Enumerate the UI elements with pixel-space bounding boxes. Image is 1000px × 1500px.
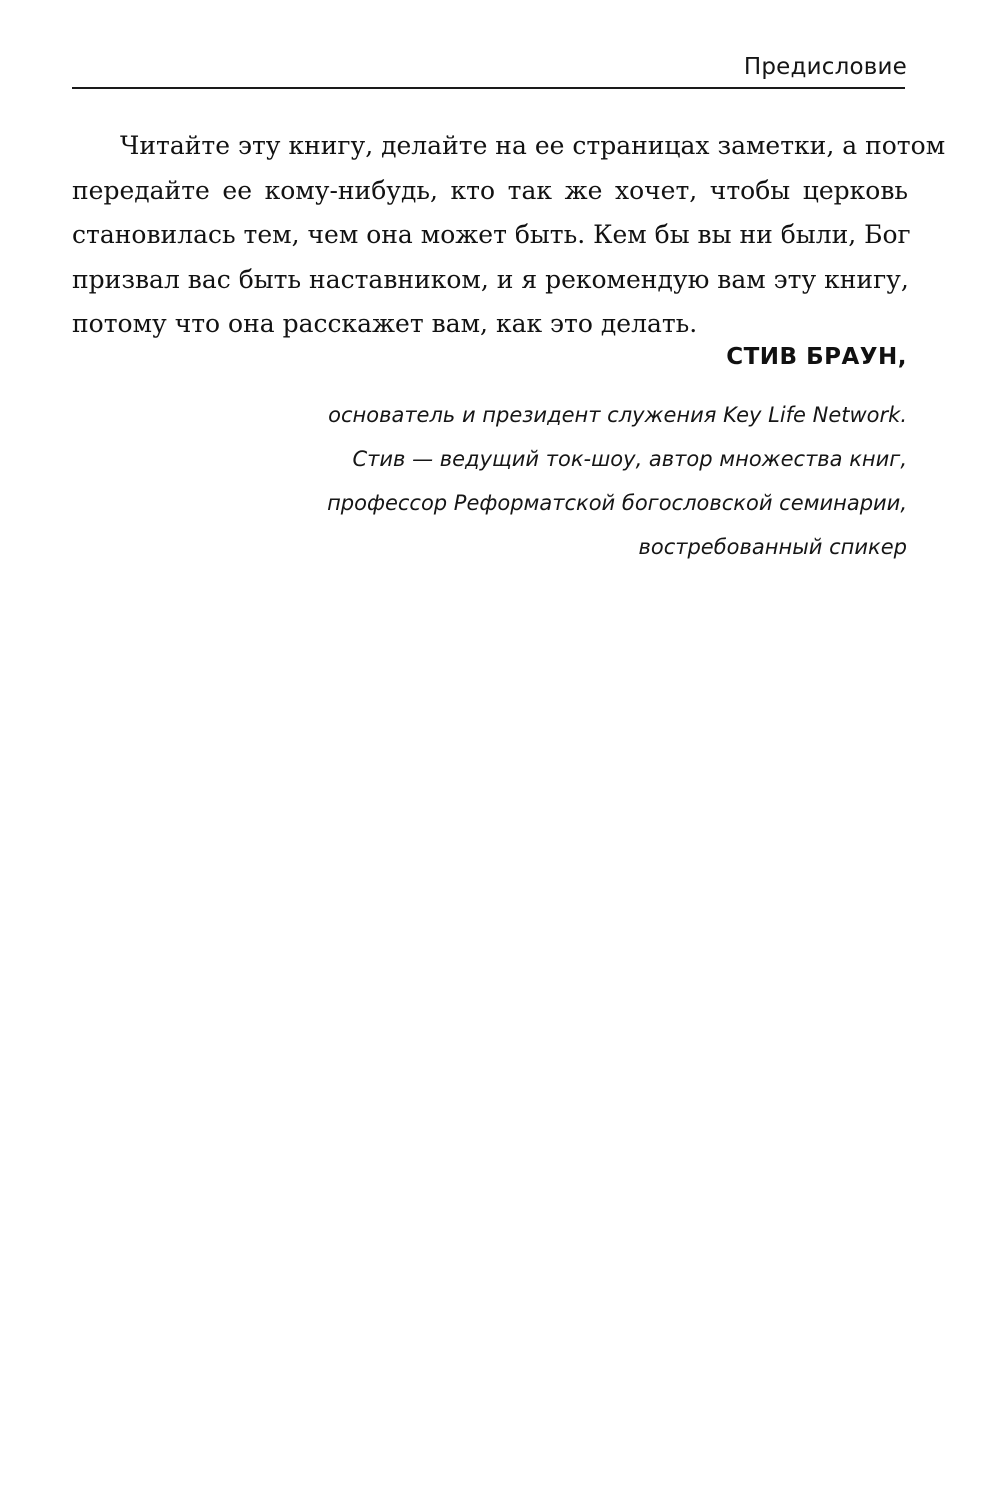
- paragraph-line: становилась тем, чем она может быть. Кем бы вы ни были, Бог: [72, 220, 911, 249]
- foreword-paragraph: [72, 124, 946, 347]
- paragraph-line: Читайте эту книгу, делайте на ее страницах заметки, а потом: [120, 131, 946, 160]
- paragraph-line: передайте ее кому-нибудь, кто так же хочет, чтобы церковь: [72, 175, 908, 205]
- credential-line: востребованный спикер: [638, 535, 907, 559]
- paragraph-line: призвал вас быть наставником, и я рекомендую вам эту книгу,: [72, 264, 909, 294]
- author-name: СТИВ БРАУН,: [726, 344, 907, 370]
- credential-line: Стив — ведущий ток-шоу, автор множества книг,: [352, 447, 907, 471]
- paragraph-line: потому что она расскажет вам, как это делать.: [72, 309, 698, 338]
- credential-line: профессор Реформатской богословской семинарии,: [327, 491, 907, 515]
- credential-line: основатель и президент служения Key Life Network.: [328, 403, 907, 427]
- author-credentials: [147, 393, 907, 569]
- running-header: Предисловие: [743, 54, 907, 80]
- header-rule: [72, 87, 905, 89]
